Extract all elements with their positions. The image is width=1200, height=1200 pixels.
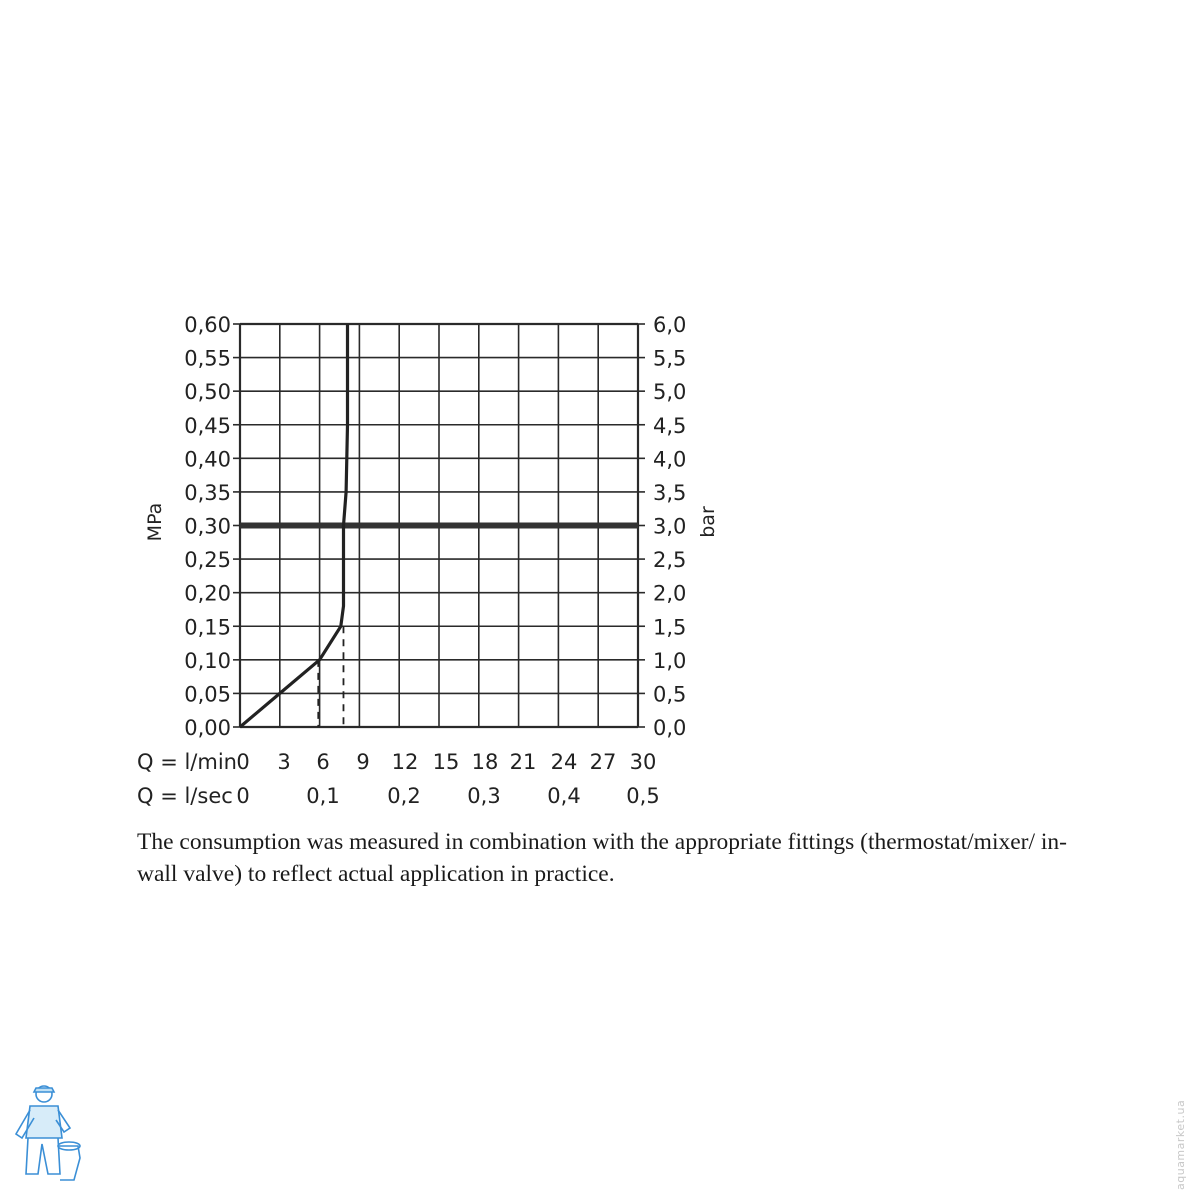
y-tick-label-bar: 5,5: [653, 346, 687, 371]
y-tick-label-bar: 0,0: [653, 716, 687, 740]
caption-text: The consumption was measured in combination with the appropriate fittings (thermostat/mixer/ in-wall valve) to reflect actual application in practice.: [137, 829, 1067, 887]
y-tick-label-mpa: 0,55: [184, 346, 231, 371]
x-tick-label-lsec: 0,3: [467, 784, 501, 808]
y-tick-label-bar: 4,0: [653, 447, 687, 472]
x-tick-label-lsec: 0,2: [387, 784, 421, 808]
y-tick-label-mpa: 0,45: [184, 413, 231, 438]
y-tick-label-mpa: 0,00: [184, 716, 231, 740]
y-tick-label-bar: 1,5: [653, 615, 687, 640]
y-tick-label-bar: 4,5: [653, 413, 687, 438]
y-tick-label-mpa: 0,60: [184, 313, 231, 337]
x-tick-labels: [236, 750, 659, 808]
left-axis-title: MPa: [144, 502, 166, 542]
y-tick-label-bar: 2,0: [653, 581, 687, 606]
y-tick-label-bar: 0,5: [653, 682, 687, 707]
x-tick-label-lmin: 15: [432, 750, 460, 774]
x-tick-label-lsec: 0: [236, 784, 250, 808]
y-tick-label-mpa: 0,40: [184, 447, 231, 472]
y-tick-label-bar: 3,5: [653, 480, 687, 505]
x-tick-label-lmin: 18: [471, 750, 499, 774]
plumber-logo-icon: [8, 1082, 84, 1188]
y-tick-label-bar: 1,0: [653, 648, 687, 673]
x-tick-label-lmin: 0: [236, 750, 250, 774]
x-tick-label-lmin: 3: [277, 750, 291, 774]
y-tick-label-mpa: 0,10: [184, 648, 231, 673]
y-tick-label-bar: 3,0: [653, 514, 687, 539]
right-y-tick-labels: [653, 313, 686, 740]
x-tick-label-lsec: 0,5: [626, 784, 660, 808]
y-tick-label-mpa: 0,50: [184, 380, 231, 405]
right-axis-title: bar: [697, 506, 719, 538]
y-tick-label-bar: 6,0: [653, 313, 687, 337]
y-tick-label-mpa: 0,25: [184, 548, 231, 573]
x-tick-label-lmin: 21: [509, 750, 537, 774]
x-tick-label-lmin: 27: [589, 750, 617, 774]
y-tick-label-mpa: 0,30: [184, 514, 231, 539]
y-tick-label-bar: 5,0: [653, 380, 687, 405]
x-tick-label-lmin: 24: [550, 750, 578, 774]
x-tick-label-lmin: 9: [356, 750, 370, 774]
x-tick-label-lmin: 30: [629, 750, 657, 774]
x-tick-label-lmin: 6: [316, 750, 330, 774]
watermark-text: aquamarket.ua: [1174, 1099, 1187, 1190]
y-tick-label-bar: 2,5: [653, 548, 687, 573]
x-tick-label-lsec: 0,4: [547, 784, 581, 808]
x-tick-label-lmin: 12: [391, 750, 419, 774]
left-y-tick-labels: [184, 313, 231, 740]
y-tick-label-mpa: 0,15: [184, 615, 231, 640]
x-axis-label-lmin: Q = l/min: [137, 750, 237, 774]
y-tick-label-mpa: 0,20: [184, 581, 231, 606]
x-tick-label-lsec: 0,1: [306, 784, 340, 808]
y-tick-label-mpa: 0,05: [184, 682, 231, 707]
y-tick-label-mpa: 0,35: [184, 480, 231, 505]
x-axis-label-lsec: Q = l/sec: [137, 784, 233, 808]
